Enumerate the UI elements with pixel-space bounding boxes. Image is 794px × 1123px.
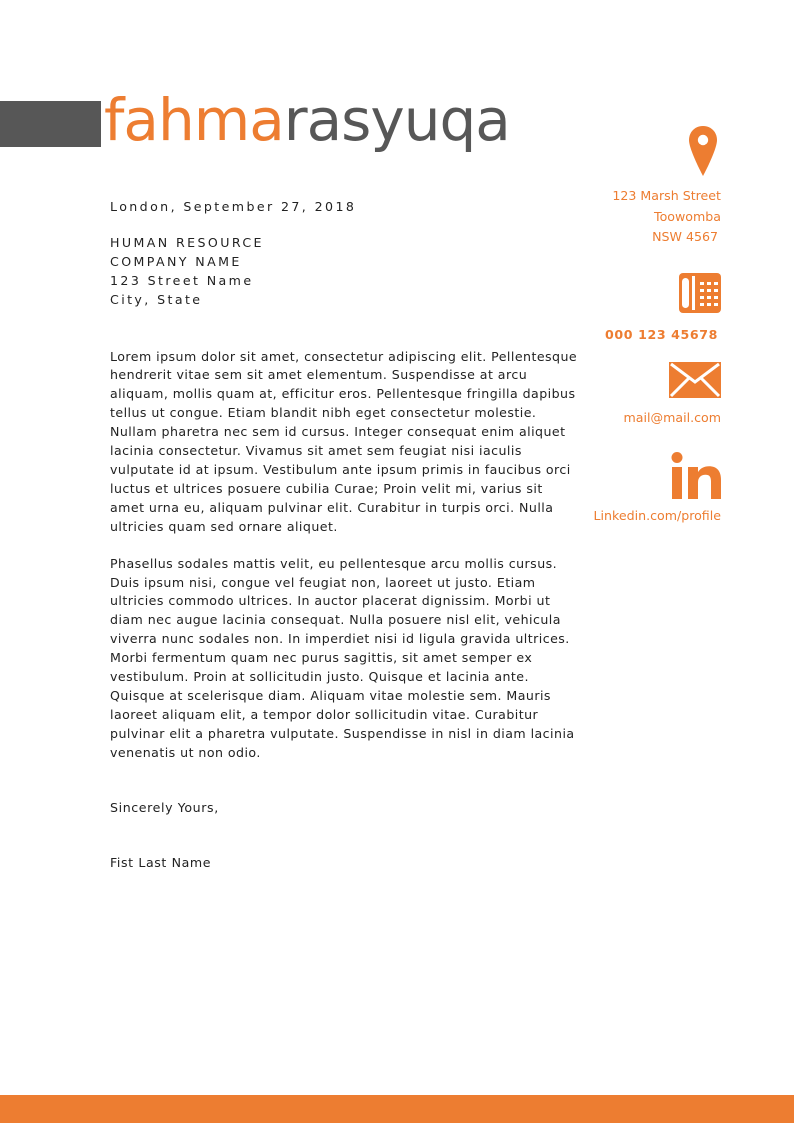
letter-body xyxy=(110,198,580,873)
address-line: NSW 4567 xyxy=(652,229,718,244)
linkedin-icon xyxy=(594,452,722,499)
body-paragraph: Phasellus sodales mattis velit, eu pellentesque arcu mollis cursus. Duis ipsum nisi, congue vel feugiat non, laoreet ut justo. Etiam ultricies commodo ultrices. In auctor placerat dignissim. Morbi ut diam nec augue lacinia consequat. Nulla posuere nisl elit, vehicula viverra nunc sodales non. In imperdiet nisi id ligula gravida ultrices. Morbi fermentum quam nec purus sagittis, sit amet semper ex vestibulum. Proin at sollicitudin justo. Quisque et lacinia ante. Quisque at scelerisque diam. Aliquam vitae molestie sem. Mauris laoreet aliquam elit, a tempor dolor sollicitudin vitae. Curabitur pulvinar elit a pharetra vulputate. Suspendisse in nisl in diam lacinia venenatis ut non odio. xyxy=(110,555,575,760)
phone-block xyxy=(605,273,721,346)
address-line: 123 Marsh Street xyxy=(612,188,721,203)
recipient-line: 123 Street Name xyxy=(110,272,254,288)
body-paragraph: Lorem ipsum dolor sit amet, consectetur adipiscing elit. Pellentesque hendrerit vitae sem sit amet elementum. Suspendisse at arcu aliquam, mollis quam at, efficitur eros. Pellentesque fringilla dapibus tellus ut congue. Etiam blandit nibh eget consectetur molestie. Nullam pharetra nec sem id cursus. Integer consequat enim aliquet lacinia consectetur. Vivamus sit amet sem feugiat nisi iaculis vulputate id at ipsum. Vestibulum ante ipsum primis in faucibus orci luctus et ultrices posuere cubilia Curae; Proin velit mi, varius sit amet urna eu, aliquam pulvinar elit. Curabitur in turpis orci. Nulla ultricies quam sed ornare aliquet. xyxy=(110,348,578,534)
linkedin-url: Linkedin.com/profile xyxy=(593,508,721,523)
closing-line: Sincerely Yours, xyxy=(110,799,219,815)
email-block xyxy=(624,362,721,429)
logo-last-name: rasyuqa xyxy=(283,86,510,154)
recipient-line: COMPANY NAME xyxy=(110,253,242,269)
linkedin-block xyxy=(594,452,722,527)
recipient-line: City, State xyxy=(110,291,203,307)
recipient-line: HUMAN RESOURCE xyxy=(110,234,264,250)
mail-icon xyxy=(624,362,721,398)
footer-accent-bar xyxy=(0,1095,794,1123)
location-pin-icon xyxy=(612,125,721,177)
phone-number: 000 123 45678 xyxy=(605,327,718,342)
phone-icon xyxy=(605,273,721,313)
brand-logo xyxy=(104,80,510,160)
recipient-block xyxy=(110,234,580,310)
logo-first-name: fahma xyxy=(104,86,284,154)
address-block xyxy=(612,125,721,248)
email-address: mail@mail.com xyxy=(623,410,721,425)
letter-date: London, September 27, 2018 xyxy=(110,199,357,214)
address-line: Toowomba xyxy=(654,208,721,224)
header-accent-bar xyxy=(0,101,101,147)
signature-name: Fist Last Name xyxy=(110,855,212,871)
